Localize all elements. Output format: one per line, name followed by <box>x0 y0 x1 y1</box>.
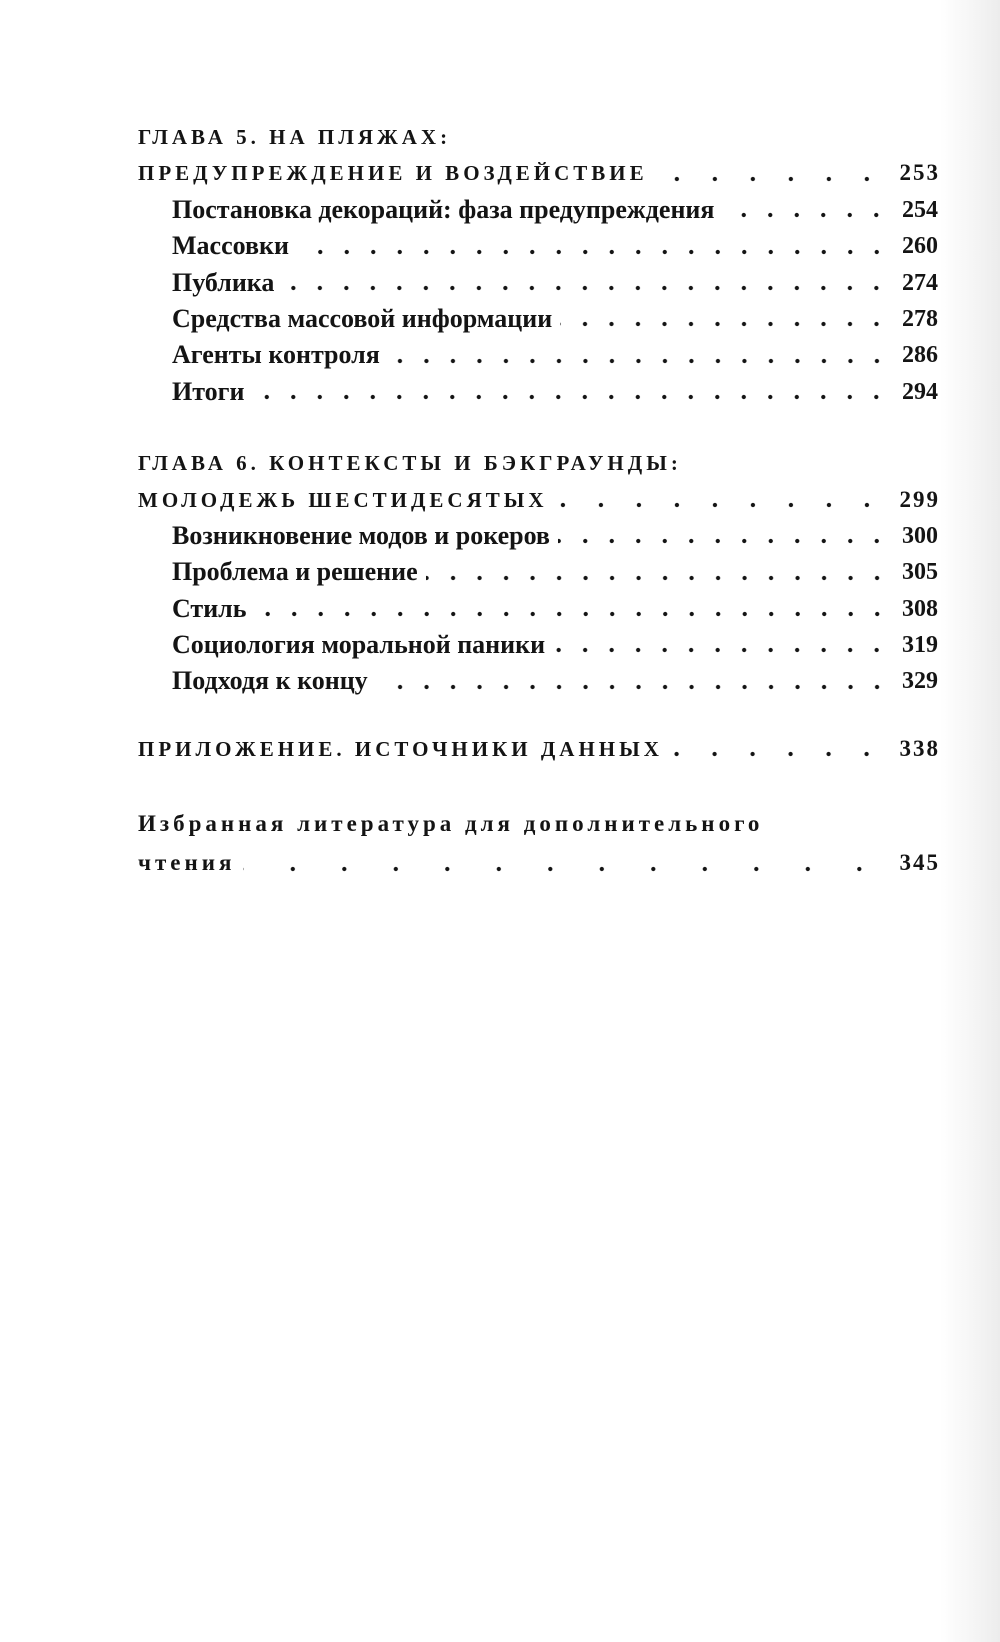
page-number: 305 <box>902 559 938 586</box>
page-number: 319 <box>902 632 938 659</box>
toc-entry <box>138 265 938 301</box>
entry-title: Стиль <box>172 593 247 623</box>
toc-entry <box>138 228 938 264</box>
page-number: 299 <box>899 486 940 512</box>
entry-title: Средства массовой информации <box>172 303 553 333</box>
page-number: 260 <box>902 233 938 260</box>
dot-leader <box>376 663 896 699</box>
chapter-title-label: ПРЕДУПРЕЖДЕНИЕ И ВОЗДЕЙСТВИЕ <box>138 161 648 186</box>
entry-title: Возникновение модов и рокеров <box>172 520 550 550</box>
chapter-5-title-entry <box>138 155 938 191</box>
page-number: 338 <box>899 735 940 761</box>
dot-leader <box>255 591 896 627</box>
further-reading-title-line2: чтения <box>138 850 236 876</box>
page-number: 345 <box>899 850 940 876</box>
page-number: 274 <box>902 269 938 296</box>
page-number: 286 <box>902 342 938 369</box>
toc-entry <box>138 374 938 410</box>
toc-entry <box>138 591 938 627</box>
chapter-heading-label: ГЛАВА 5. НА ПЛЯЖАХ: <box>138 125 452 149</box>
toc-entry <box>138 518 938 554</box>
page-number: 294 <box>902 378 938 405</box>
entry-title: Агенты контроля <box>172 340 380 370</box>
dot-leader <box>671 731 894 767</box>
dot-leader <box>556 482 894 518</box>
appendix-title: ПРИЛОЖЕНИЕ. ИСТОЧНИКИ ДАННЫХ <box>138 736 663 761</box>
dot-leader <box>297 228 896 264</box>
page-number: 300 <box>902 522 938 549</box>
toc-entry <box>138 301 938 337</box>
toc-entry <box>138 554 938 590</box>
page-number: 253 <box>899 160 940 186</box>
dot-leader <box>388 337 896 373</box>
page-number: 254 <box>902 196 938 223</box>
page-number: 278 <box>902 305 938 332</box>
dot-leader <box>553 627 896 663</box>
toc-entry <box>138 192 938 228</box>
entry-title: Подходя к концу <box>172 666 368 696</box>
chapter-6-title-entry <box>138 482 938 518</box>
page-edge-shadow <box>940 0 1000 1642</box>
toc-entry <box>138 337 938 373</box>
dot-leader <box>656 155 894 191</box>
entry-title: Проблема и решение <box>172 557 418 587</box>
entry-title: Социология моральной паники <box>172 630 546 660</box>
dot-leader <box>426 554 896 590</box>
chapter-heading-label: ГЛАВА 6. КОНТЕКСТЫ И БЭКГРАУНДЫ: <box>138 451 682 476</box>
further-reading-title-line1: Избранная литература для дополнительного <box>138 811 764 837</box>
page-number: 329 <box>902 668 938 695</box>
further-reading-entry-line1 <box>138 806 938 842</box>
dot-leader <box>722 192 896 228</box>
entry-title: Постановка декораций: фаза предупреждения <box>172 194 715 224</box>
toc-entry <box>138 663 938 699</box>
toc-entry <box>138 627 938 663</box>
further-reading-entry-line2 <box>138 845 938 881</box>
page-number: 308 <box>902 595 938 622</box>
table-of-contents <box>138 119 938 882</box>
dot-leader <box>243 845 893 881</box>
appendix-entry <box>138 731 938 767</box>
dot-leader <box>282 265 896 301</box>
dot-leader <box>252 374 896 410</box>
chapter-5-heading <box>138 119 938 155</box>
dot-leader <box>560 301 896 337</box>
chapter-6-heading <box>138 445 938 481</box>
chapter-title-label: МОЛОДЕЖЬ ШЕСТИДЕСЯТЫХ <box>138 487 548 512</box>
entry-title: Массовки <box>172 231 289 261</box>
entry-title: Публика <box>172 267 275 297</box>
dot-leader <box>558 518 896 554</box>
entry-title: Итоги <box>172 376 245 406</box>
